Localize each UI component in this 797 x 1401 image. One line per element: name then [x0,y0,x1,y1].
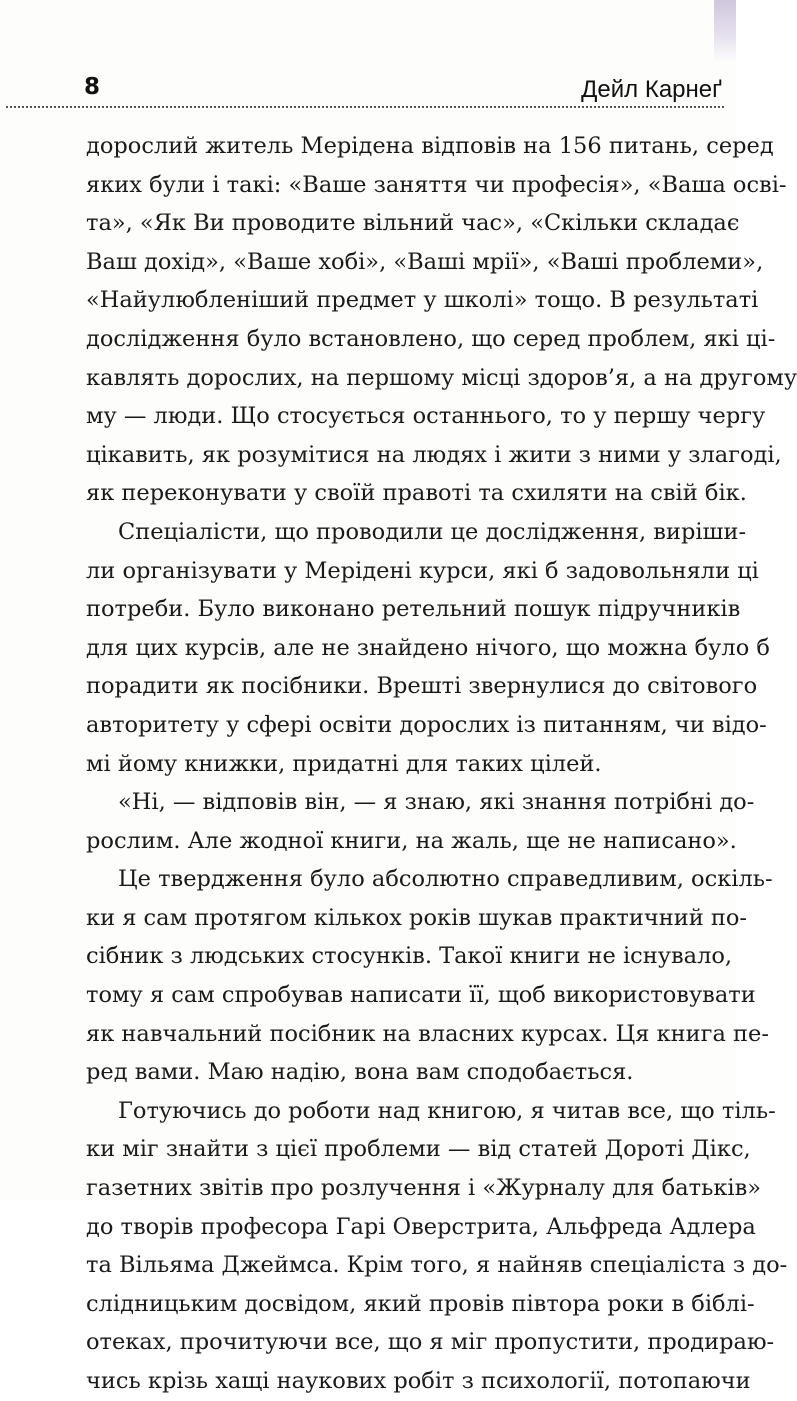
text-line: му — люди. Що стосується останнього, то у першу чергу [86,403,766,430]
text-line: слідницьким досвідом, який провів півтора роки в біблі- [86,1290,755,1317]
page-edge-mark [714,0,736,62]
text-line: газетних звітів про розлучення і «Журналу для батьків» [86,1175,762,1202]
text-line: цікавить, як розумітися на людях і жити з ними у злагоді, [86,441,782,468]
text-line: дорослий житель Мерідена відповів на 156 питань, серед [86,133,774,159]
text-line: мі йому книжки, придатні для таких цілей. [86,750,602,777]
text-line: до творів професора Гарі Оверстрита, Альфреда Адлера [86,1213,756,1240]
text-line: для цих курсів, але не знайдено нічого, що можна було б [86,634,770,661]
body-text [86,127,797,1401]
paragraph-first-line: «Ні, — відповів він, — я знаю, які знання потрібні до- [118,789,755,816]
text-line: Ваш дохід», «Ваше хобі», «Ваші мрії», «Ваші проблеми», [86,248,764,275]
text-line: ки я сам протягом кількох років шукав практичний по- [86,904,748,931]
text-line: дослідження було встановлено, що серед проблем, які ці- [86,325,776,352]
text-line: потреби. Було виконано ретельний пошук підручників [86,596,741,623]
text-line: ки міг знайти з цієї проблеми — від статей Дороті Дікс, [86,1136,751,1163]
text-line: як навчальний посібник на власних курсах. Ця книга пе- [86,1020,769,1047]
text-line: та», «Як Ви проводите вільний час», «Скільки складає [86,210,740,237]
text-line: ли організувати у Мерідені курси, які б задовольняли ці [86,557,759,584]
text-line: авторитету у сфері освіти дорослих із питанням, чи відо- [86,711,767,738]
text-line: як переконувати у своїй правоті та схиляти на свій бік. [86,480,747,507]
text-line: рослим. Але жодної книги, на жаль, ще не написано». [86,827,737,854]
text-line: «Найулюбленіший предмет у школі» тощо. В результаті [86,287,759,314]
text-line: порадити як посібники. Врешті звернулися до світового [86,673,758,700]
text-line: отеках, прочитуючи все, що я міг пропустити, продираю- [86,1329,775,1356]
paragraph-first-line: Це твердження було абсолютно справедливим, оскіль- [118,866,773,893]
page-number: 8 [84,74,101,100]
text-line: яких були і такі: «Ваше заняття чи професія», «Ваша осві- [86,171,787,198]
header-dotted-rule [6,106,724,108]
running-head-author: Дейл Карнеґ [581,76,722,103]
paragraph-first-line: Спеціалісти, що проводили це дослідження, виріши- [118,518,747,545]
text-line: кавлять дорослих, на першому місці здоров’я, а на другому [86,364,797,391]
text-line: та Вільяма Джеймса. Крім того, я найняв спеціаліста з до- [86,1252,788,1279]
paragraph-first-line: Готуючись до роботи над книгою, я читав все, що тіль- [118,1097,776,1124]
text-line: сібник з людських стосунків. Такої книги не існувало, [86,943,733,970]
text-line: тому я сам спробував написати її, щоб використовувати [86,982,756,1009]
text-line: чись крізь хащі наукових робіт з психології, потопаючи [86,1368,751,1394]
text-line: ред вами. Маю надію, вона вам сподобається. [86,1059,634,1086]
